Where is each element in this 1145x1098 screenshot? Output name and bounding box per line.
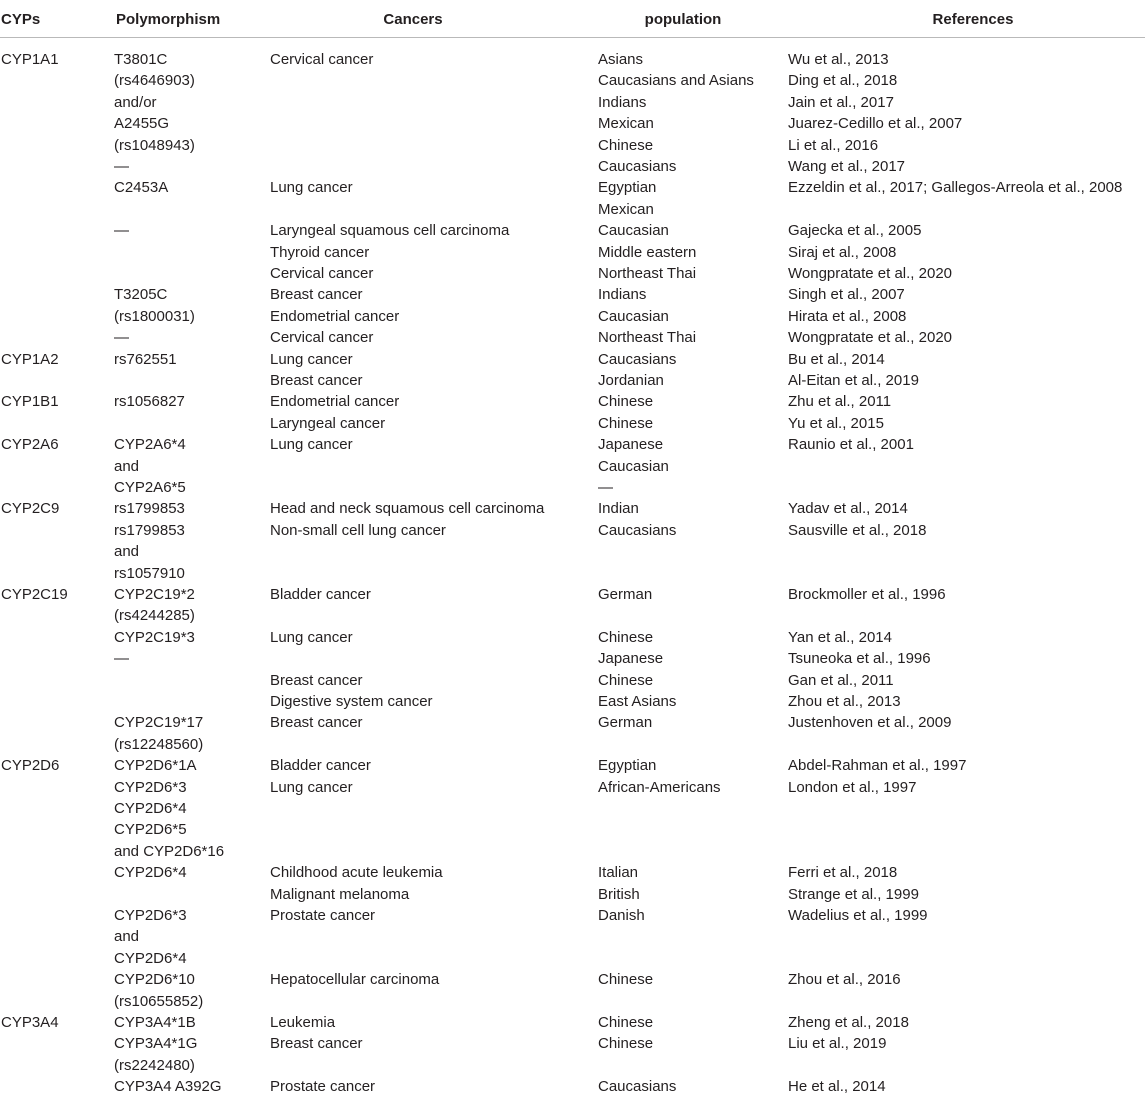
cell-polymorphism: A2455G — [114, 115, 170, 133]
cell-polymorphism: rs1799853 — [114, 500, 185, 518]
cell-population: British — [598, 885, 640, 903]
cell-polymorphism: CYP2D6*4 — [114, 800, 187, 817]
cell-reference: Zhou et al., 2016 — [788, 971, 901, 989]
cell-cyp: CYP3A4 — [1, 1014, 59, 1031]
cell-reference: Wadelius et al., 1999 — [788, 907, 928, 924]
cell-population: Indian — [598, 500, 639, 518]
cell-reference: Li et al., 2016 — [788, 136, 879, 154]
cell-polymorphism: CYP2C19*2 — [114, 586, 195, 603]
cell-polymorphism: and — [114, 928, 140, 946]
cell-reference: Bu et al., 2014 — [788, 350, 885, 368]
cell-population: Caucasian — [598, 222, 669, 240]
cell-reference: Ferri et al., 2018 — [788, 864, 898, 882]
cell-cancer: Breast cancer — [270, 671, 363, 689]
table-header — [0, 0, 1145, 38]
cell-population: Chinese — [598, 1035, 654, 1053]
cell-reference: Abdel-Rahman et al., 1997 — [788, 757, 967, 775]
cell-reference: Siraj et al., 2008 — [788, 243, 897, 261]
header-references: References — [932, 11, 1014, 28]
cell-cancer: Head and neck squamous cell carcinoma — [270, 500, 545, 518]
cell-polymorphism: — — [114, 650, 129, 668]
cell-polymorphism: rs1057910 — [114, 564, 185, 582]
cell-polymorphism: CYP2D6*10 — [114, 971, 195, 989]
cell-reference: Wu et al., 2013 — [788, 51, 889, 68]
cell-polymorphism: CYP2D6*3 — [114, 778, 187, 796]
cell-cancer: Childhood acute leukemia — [270, 864, 443, 882]
cell-population: Chinese — [598, 628, 654, 646]
cell-polymorphism: (rs1800031) — [114, 307, 195, 325]
cell-polymorphism: CYP3A4*1G — [114, 1035, 198, 1053]
cell-cyp: CYP2C9 — [1, 500, 60, 518]
cell-cancer: Bladder cancer — [270, 757, 371, 775]
cell-population: Caucasians — [598, 158, 677, 175]
cell-population: Chinese — [598, 414, 654, 432]
cell-population: Danish — [598, 907, 645, 924]
cell-polymorphism: CYP2D6*1A — [114, 757, 197, 775]
cell-cancer: Lung cancer — [270, 778, 353, 796]
cell-reference: Juarez-Cedillo et al., 2007 — [788, 115, 963, 133]
cell-population: Chinese — [598, 1014, 654, 1031]
cell-cancer: Laryngeal squamous cell carcinoma — [270, 222, 510, 240]
header-population: population — [644, 11, 722, 28]
cell-reference: Wang et al., 2017 — [788, 158, 906, 175]
cell-cancer: Bladder cancer — [270, 586, 371, 603]
cell-cancer: Prostate cancer — [270, 1078, 376, 1096]
cell-reference: Zhu et al., 2011 — [788, 393, 892, 411]
cell-polymorphism: rs1799853 — [114, 521, 185, 539]
cell-population: East Asians — [598, 693, 677, 710]
cell-reference: Gan et al., 2011 — [788, 671, 894, 689]
cell-cancer: Breast cancer — [270, 286, 363, 304]
cell-polymorphism: (rs12248560) — [114, 735, 204, 753]
cell-cancer: Lung cancer — [270, 436, 353, 454]
cell-population: Italian — [598, 864, 639, 882]
cell-polymorphism: CYP2D6*3 — [114, 907, 187, 924]
cell-polymorphism: CYP2A6*4 — [114, 436, 186, 454]
cell-population: Caucasian — [598, 457, 669, 475]
cell-reference: Singh et al., 2007 — [788, 286, 905, 304]
cell-reference: Raunio et al., 2001 — [788, 436, 914, 454]
cell-population: African-Americans — [598, 778, 721, 796]
cell-cancer: Cervical cancer — [270, 329, 374, 347]
cell-polymorphism: (rs4646903) — [114, 72, 195, 90]
cell-reference: Zheng et al., 2018 — [788, 1014, 909, 1031]
cell-cancer: Lung cancer — [270, 179, 353, 197]
cell-polymorphism: CYP3A4 A392G — [114, 1078, 222, 1096]
cell-population: — — [598, 479, 613, 496]
cell-cancer: Prostate cancer — [270, 907, 376, 924]
cell-cyp: CYP1B1 — [1, 393, 59, 411]
cell-reference: London et al., 1997 — [788, 778, 917, 796]
cell-polymorphism: (rs2242480) — [114, 1056, 195, 1074]
cell-polymorphism: CYP2D6*4 — [114, 864, 187, 882]
cell-population: Middle eastern — [598, 243, 697, 261]
cell-reference: Ezzeldin et al., 2017; Gallegos-Arreola et al., 2008 — [788, 179, 1123, 197]
cell-polymorphism: T3205C — [114, 286, 168, 304]
cell-reference: Ding et al., 2018 — [788, 72, 898, 90]
cell-reference: Sausville et al., 2018 — [788, 521, 927, 539]
cell-polymorphism: CYP3A4*1B — [114, 1014, 196, 1031]
cell-polymorphism: and/or — [114, 93, 157, 111]
cell-reference: He et al., 2014 — [788, 1078, 886, 1096]
cell-population: Caucasians — [598, 521, 677, 539]
cell-cancer: Leukemia — [270, 1014, 336, 1031]
cell-population: Indians — [598, 286, 647, 304]
cell-reference: Hirata et al., 2008 — [788, 307, 907, 325]
cell-polymorphism: and CYP2D6*16 — [114, 842, 225, 860]
cell-polymorphism: and — [114, 543, 140, 561]
cell-population: Jordanian — [598, 372, 664, 389]
cell-polymorphism: (rs10655852) — [114, 992, 204, 1010]
cell-population: Chinese — [598, 671, 654, 689]
cell-polymorphism: — — [114, 329, 129, 347]
cell-cyp: CYP2A6 — [1, 436, 59, 454]
cell-polymorphism: CYP2C19*17 — [114, 714, 204, 732]
cell-population: Northeast Thai — [598, 329, 697, 347]
header-cancers: Cancers — [383, 11, 443, 28]
cell-polymorphism: and — [114, 457, 140, 475]
cell-polymorphism: rs762551 — [114, 350, 177, 368]
cell-population: Chinese — [598, 393, 654, 411]
header-cyps: CYPs — [1, 11, 41, 28]
cell-polymorphism: rs1056827 — [114, 393, 185, 411]
cell-population: German — [598, 714, 653, 732]
cell-polymorphism: — — [114, 222, 129, 240]
cell-population: Asians — [598, 51, 644, 68]
cell-polymorphism: CYP2A6*5 — [114, 479, 186, 496]
cell-polymorphism: T3801C — [114, 51, 168, 68]
cell-reference: Al-Eitan et al., 2019 — [788, 372, 919, 389]
cell-population: Japanese — [598, 436, 664, 454]
cell-population: Indians — [598, 93, 647, 111]
cell-population: Caucasians and Asians — [598, 72, 754, 90]
cell-reference: Justenhoven et al., 2009 — [788, 714, 952, 732]
cell-reference: Tsuneoka et al., 1996 — [788, 650, 931, 668]
cell-cancer: Thyroid cancer — [270, 243, 370, 261]
cell-reference: Zhou et al., 2013 — [788, 693, 901, 710]
cell-population: Caucasians — [598, 350, 677, 368]
cell-cyp: CYP1A2 — [1, 350, 59, 368]
cell-population: Northeast Thai — [598, 265, 697, 282]
cell-polymorphism: CYP2C19*3 — [114, 628, 195, 646]
cell-cyp: CYP1A1 — [1, 51, 59, 68]
cell-reference: Liu et al., 2019 — [788, 1035, 887, 1053]
cell-cancer: Cervical cancer — [270, 265, 374, 282]
cell-cancer: Cervical cancer — [270, 51, 374, 68]
cell-population: Caucasians — [598, 1078, 677, 1096]
cell-cyp: CYP2D6 — [1, 757, 60, 775]
cell-polymorphism: — — [114, 158, 129, 175]
cell-cancer: Digestive system cancer — [270, 693, 433, 710]
header-polymorphism: Polymorphism — [116, 11, 221, 28]
cell-polymorphism: C2453A — [114, 179, 169, 197]
cell-reference: Wongpratate et al., 2020 — [788, 265, 953, 282]
cell-population: Mexican — [598, 115, 654, 133]
cell-cancer: Endometrial cancer — [270, 307, 400, 325]
cell-population: Mexican — [598, 200, 654, 218]
cell-reference: Jain et al., 2017 — [788, 93, 894, 111]
cell-reference: Yu et al., 2015 — [788, 414, 884, 432]
cell-cancer: Laryngeal cancer — [270, 414, 386, 432]
cell-cancer: Non-small cell lung cancer — [270, 521, 446, 539]
cell-population: German — [598, 586, 653, 603]
cell-cancer: Malignant melanoma — [270, 885, 410, 903]
cell-reference: Yan et al., 2014 — [788, 628, 892, 646]
cell-population: Chinese — [598, 971, 654, 989]
cell-cancer: Lung cancer — [270, 350, 353, 368]
cell-polymorphism: CYP2D6*4 — [114, 949, 187, 967]
cell-reference: Yadav et al., 2014 — [788, 500, 908, 518]
cell-population: Egyptian — [598, 757, 657, 775]
cell-reference: Wongpratate et al., 2020 — [788, 329, 953, 347]
cell-population: Chinese — [598, 136, 654, 154]
cell-cancer: Lung cancer — [270, 628, 353, 646]
cell-cancer: Hepatocellular carcinoma — [270, 971, 440, 989]
cell-population: Caucasian — [598, 307, 669, 325]
cell-polymorphism: (rs1048943) — [114, 136, 195, 154]
cell-cancer: Breast cancer — [270, 714, 363, 732]
cell-polymorphism: (rs4244285) — [114, 607, 195, 625]
cell-cancer: Breast cancer — [270, 372, 363, 389]
cell-cyp: CYP2C19 — [1, 586, 68, 603]
cell-cancer: Breast cancer — [270, 1035, 363, 1053]
cell-cancer: Endometrial cancer — [270, 393, 400, 411]
cell-reference: Gajecka et al., 2005 — [788, 222, 922, 240]
cell-polymorphism: CYP2D6*5 — [114, 821, 187, 839]
cell-population: Japanese — [598, 650, 664, 668]
cell-reference: Strange et al., 1999 — [788, 885, 919, 903]
cell-reference: Brockmoller et al., 1996 — [788, 586, 946, 603]
cell-population: Egyptian — [598, 179, 657, 197]
